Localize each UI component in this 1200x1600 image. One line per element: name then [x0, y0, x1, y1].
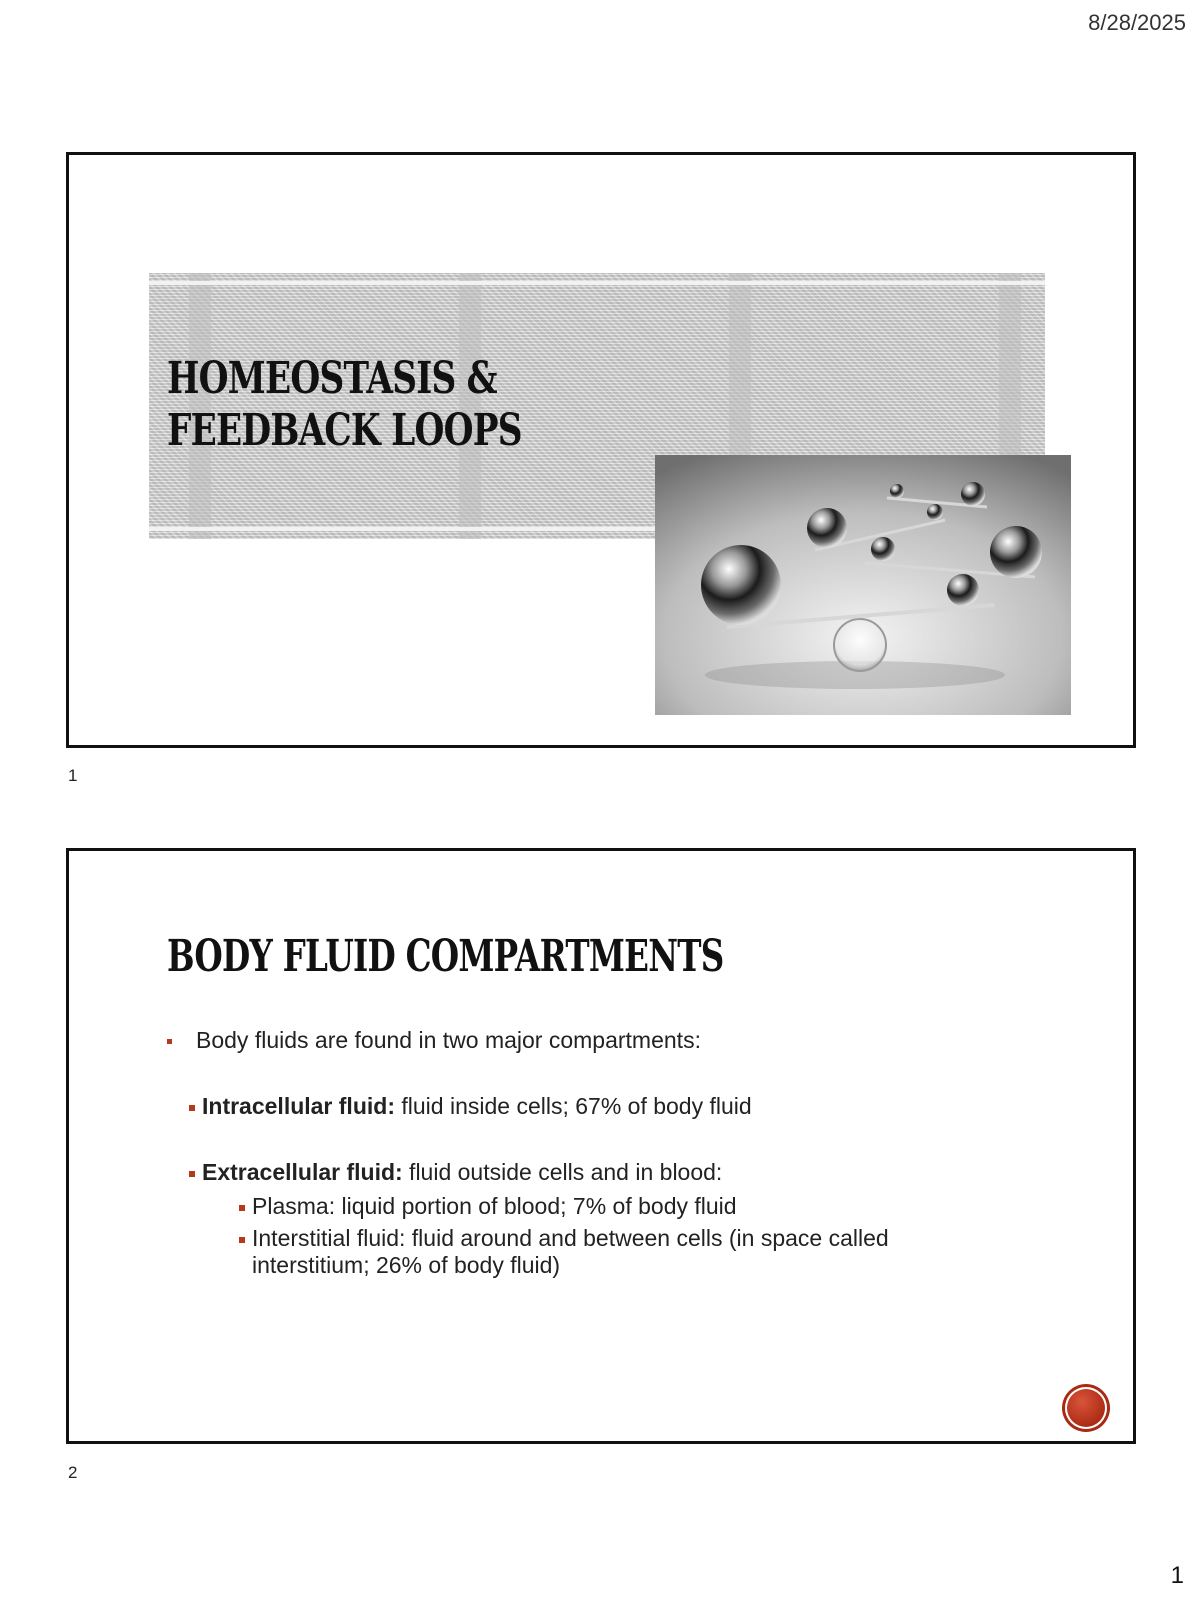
slide-2-number: 2 [68, 1463, 78, 1482]
page-date: 8/28/2025 [1088, 10, 1186, 35]
bullet-intracellular: Intracellular fluid: fluid inside cells; 67% of body fluid [189, 1093, 752, 1120]
slide-2 [66, 848, 1136, 1444]
balance-spheres-image [655, 455, 1071, 715]
bullet-icon [167, 1039, 172, 1044]
circle-nav-icon[interactable] [1065, 1387, 1107, 1429]
bullet-square-icon [239, 1237, 245, 1243]
bullet-square-icon [189, 1105, 195, 1111]
bullet-extracellular: Extracellular fluid: fluid outside cells and in blood: [189, 1159, 722, 1186]
bullet-square-icon [189, 1171, 195, 1177]
bullet-square-icon [239, 1205, 245, 1211]
page-number: 1 [1170, 1562, 1184, 1589]
slide-1-title: HOMEOSTASIS & FEEDBACK LOOPS [167, 353, 522, 456]
bullet-plasma: Plasma: liquid portion of blood; 7% of body fluid [239, 1193, 737, 1220]
bullet-interstitial: Interstitial fluid: fluid around and between cells (in space called interstitium; 26% of body fluid) [239, 1225, 889, 1279]
slide-1 [66, 152, 1136, 748]
bullet-main: Body fluids are found in two major compartments: [167, 1027, 701, 1054]
slide-1-number: 1 [68, 766, 78, 785]
slide-2-title: BODY FLUID COMPARTMENTS [167, 931, 724, 982]
